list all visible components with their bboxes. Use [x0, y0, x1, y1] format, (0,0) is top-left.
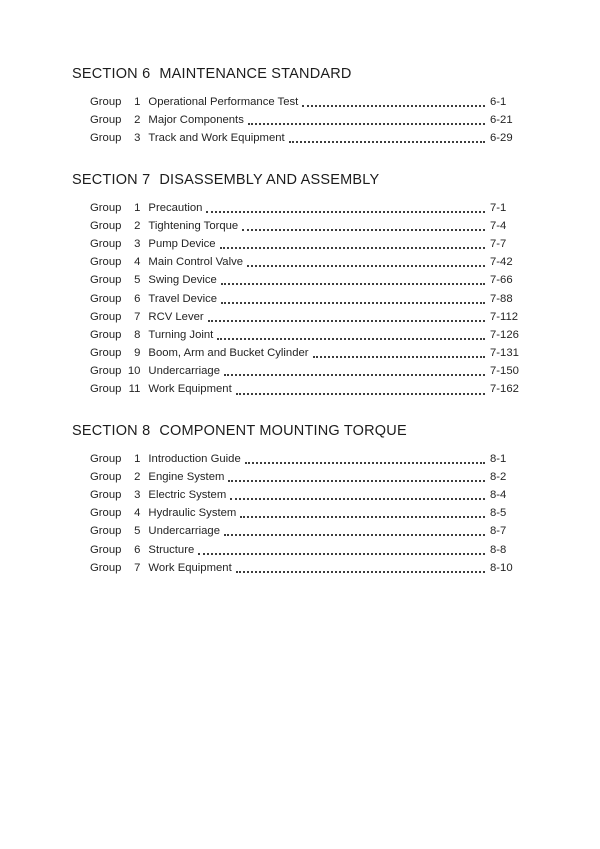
- entry-page: 7-66: [490, 274, 513, 287]
- toc-entry: [90, 96, 526, 114]
- entry-group-number: 7: [134, 561, 141, 574]
- section-heading: [72, 423, 526, 440]
- dot-leader: [236, 571, 485, 573]
- entry-group-number: 6: [134, 543, 141, 556]
- dot-leader: [230, 498, 485, 500]
- entry-group-word: Group: [90, 489, 122, 501]
- entry-group-number: 9: [134, 347, 141, 360]
- dot-leader: [228, 480, 485, 482]
- entry-title: Turning Joint: [148, 328, 214, 341]
- entry-title: Hydraulic System: [148, 507, 237, 520]
- entry-page: 8-8: [490, 543, 507, 556]
- toc-entry: [90, 507, 526, 525]
- entry-group-word: Group: [90, 237, 122, 250]
- toc-entry: [90, 274, 526, 292]
- entry-title: Track and Work Equipment: [148, 132, 285, 145]
- entry-group-number: 2: [134, 114, 141, 127]
- entry-title: Boom, Arm and Bucket Cylinder: [148, 347, 309, 360]
- entry-group-word: Group: [90, 274, 122, 287]
- entry-group-number: 11: [128, 383, 141, 396]
- toc-section: [72, 66, 526, 151]
- toc-entry: [90, 347, 526, 365]
- entry-group-word: Group: [90, 114, 122, 127]
- entry-group-number: 1: [134, 201, 141, 214]
- entry-group-number: 10: [127, 365, 141, 378]
- entry-group-number: 5: [134, 274, 141, 287]
- entry-group-word: Group: [90, 543, 122, 556]
- entry-group-word: Group: [90, 219, 122, 232]
- section-entries: [72, 202, 526, 402]
- entry-group-word: Group: [90, 561, 122, 574]
- toc-section: [72, 172, 526, 402]
- entry-page: 7-150: [490, 365, 519, 378]
- entry-page: 8-5: [490, 507, 507, 520]
- entry-page: 7-4: [490, 219, 507, 232]
- entry-title: Operational Performance Test: [148, 96, 299, 108]
- entry-group-number: 3: [134, 489, 141, 501]
- entry-page: 8-1: [490, 452, 507, 465]
- section-title: DISASSEMBLY AND ASSEMBLY: [159, 171, 380, 188]
- entry-page: 6-21: [490, 114, 513, 127]
- entry-title: Major Components: [148, 114, 244, 127]
- dot-leader: [247, 265, 485, 267]
- entry-group-word: Group: [90, 292, 122, 305]
- toc-entry: [90, 311, 526, 329]
- toc-entry: [90, 453, 526, 471]
- entry-title: Travel Device: [148, 292, 218, 305]
- dot-leader: [206, 211, 485, 213]
- entry-group-word: Group: [90, 365, 122, 378]
- entry-page: 6-1: [490, 96, 507, 108]
- entry-group-number: 4: [134, 256, 141, 269]
- entry-group-word: Group: [90, 383, 122, 396]
- entry-title: Work Equipment: [148, 383, 232, 396]
- dot-leader: [198, 553, 485, 555]
- section-entries: [72, 96, 526, 151]
- toc-entry: [90, 132, 526, 150]
- entry-page: 6-29: [490, 132, 513, 145]
- toc-entry: [90, 293, 526, 311]
- dot-leader: [242, 229, 485, 231]
- section-entries: [72, 453, 526, 580]
- toc-entry: [90, 525, 526, 543]
- section-heading: [72, 172, 526, 189]
- dot-leader: [236, 393, 485, 395]
- toc-entry: [90, 544, 526, 562]
- entry-title: Work Equipment: [148, 561, 232, 574]
- entry-group-word: Group: [90, 525, 122, 538]
- entry-title: Pump Device: [148, 237, 216, 250]
- toc-sections: [72, 66, 526, 580]
- dot-leader: [313, 356, 485, 358]
- entry-title: Undercarriage: [148, 525, 220, 538]
- entry-group-number: 1: [134, 452, 141, 465]
- dot-leader: [224, 534, 485, 536]
- entry-title: Precaution: [148, 201, 203, 214]
- dot-leader: [224, 374, 485, 376]
- toc-entry: [90, 383, 526, 401]
- toc-entry: [90, 220, 526, 238]
- entry-page: 7-131: [490, 347, 519, 360]
- entry-title: Engine System: [148, 470, 225, 483]
- entry-title: Undercarriage: [148, 365, 220, 378]
- entry-group-number: 2: [134, 219, 141, 232]
- section-label: SECTION 8: [72, 422, 151, 439]
- entry-group-number: 1: [134, 96, 141, 108]
- toc-entry: [90, 365, 526, 383]
- entry-group-word: Group: [90, 256, 122, 269]
- entry-group-word: Group: [90, 347, 122, 360]
- entry-group-number: 5: [134, 525, 141, 538]
- entry-group-word: Group: [90, 310, 122, 323]
- entry-group-number: 8: [134, 328, 141, 341]
- entry-group-number: 3: [134, 132, 141, 145]
- toc-entry: [90, 202, 526, 220]
- entry-page: 7-88: [490, 292, 513, 305]
- entry-page: 8-4: [490, 489, 507, 501]
- dot-leader: [221, 283, 485, 285]
- entry-group-word: Group: [90, 507, 122, 520]
- entry-page: 7-112: [490, 310, 519, 323]
- dot-leader: [245, 462, 485, 464]
- entry-page: 8-10: [490, 561, 513, 574]
- entry-page: 8-7: [490, 525, 507, 538]
- dot-leader: [289, 141, 485, 143]
- entry-title: Electric System: [148, 489, 227, 501]
- entry-group-word: Group: [90, 452, 122, 465]
- dot-leader: [220, 247, 485, 249]
- entry-title: Swing Device: [148, 274, 217, 287]
- entry-group-number: 3: [134, 237, 141, 250]
- toc-section: [72, 423, 526, 580]
- toc-entry: [90, 471, 526, 489]
- toc-entry: [90, 256, 526, 274]
- entry-group-word: Group: [90, 470, 122, 483]
- entry-title: Tightening Torque: [148, 219, 239, 232]
- section-heading: [72, 66, 526, 83]
- dot-leader: [217, 338, 485, 340]
- toc-entry: [90, 562, 526, 580]
- entry-group-word: Group: [90, 132, 122, 145]
- entry-title: Introduction Guide: [148, 452, 241, 465]
- dot-leader: [248, 123, 485, 125]
- entry-page: 7-162: [490, 383, 519, 396]
- entry-group-number: 6: [134, 292, 141, 305]
- entry-group-word: Group: [90, 201, 122, 214]
- entry-page: 7-42: [490, 256, 513, 269]
- entry-page: 7-126: [490, 328, 519, 341]
- entry-group-number: 4: [134, 507, 141, 520]
- dot-leader: [240, 516, 485, 518]
- dot-leader: [302, 105, 485, 107]
- toc-entry: [90, 329, 526, 347]
- toc-entry: [90, 489, 526, 507]
- entry-page: 7-1: [490, 201, 507, 214]
- entry-group-word: Group: [90, 96, 122, 108]
- section-label: SECTION 6: [72, 66, 151, 82]
- entry-page: 8-2: [490, 470, 507, 483]
- entry-title: Main Control Valve: [148, 256, 244, 269]
- toc-entry: [90, 114, 526, 132]
- section-label: SECTION 7: [72, 171, 151, 188]
- toc-entry: [90, 238, 526, 256]
- entry-group-number: 7: [134, 310, 141, 323]
- entry-group-word: Group: [90, 328, 122, 341]
- entry-title: Structure: [148, 543, 195, 556]
- section-title: COMPONENT MOUNTING TORQUE: [159, 422, 407, 439]
- dot-leader: [208, 320, 485, 322]
- dot-leader: [221, 302, 485, 304]
- entry-page: 7-7: [490, 237, 507, 250]
- entry-group-number: 2: [134, 470, 141, 483]
- entry-title: RCV Lever: [148, 310, 204, 323]
- section-title: MAINTENANCE STANDARD: [159, 66, 352, 82]
